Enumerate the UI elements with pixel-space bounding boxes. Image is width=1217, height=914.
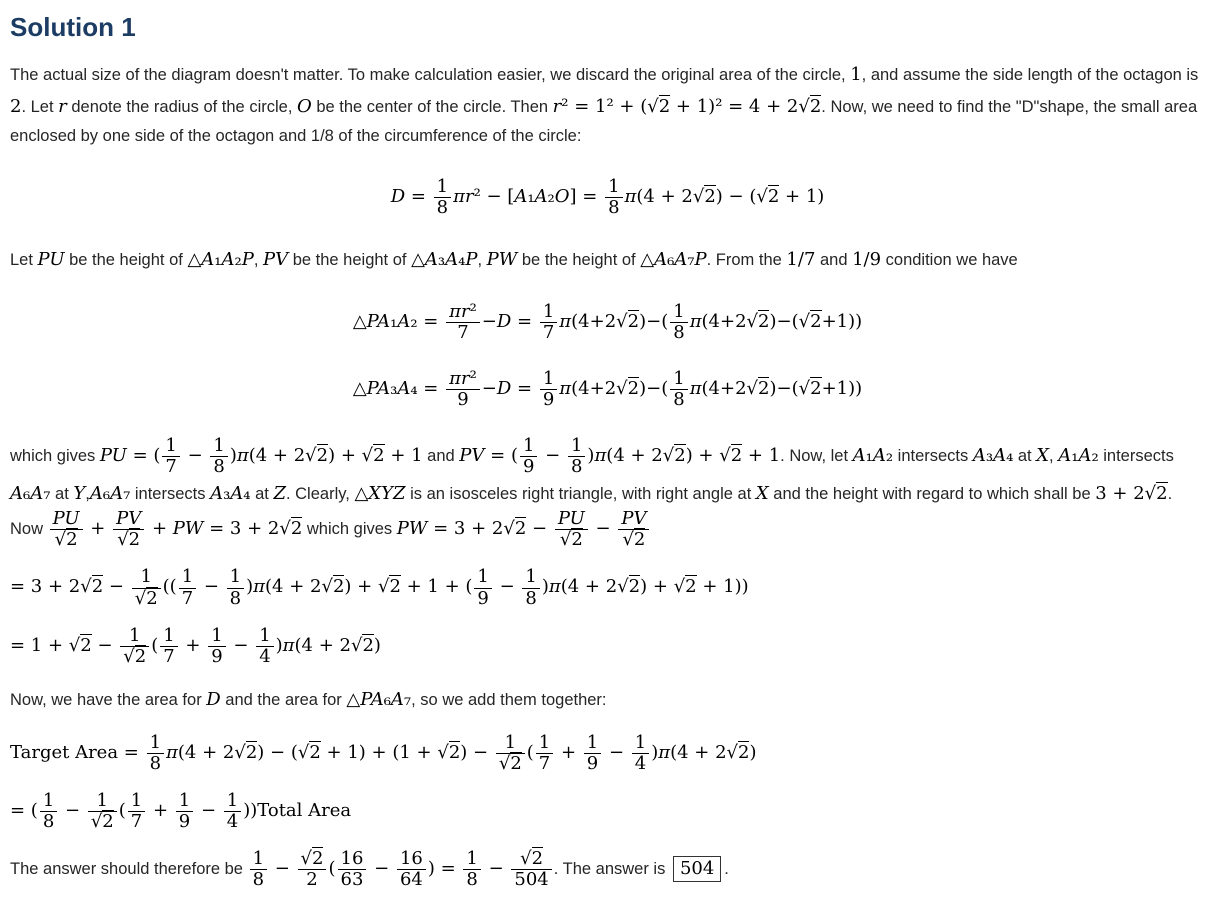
math-run: 1 (850, 64, 862, 85)
fraction: $\frac{16}{64}$ (397, 849, 426, 890)
sqrt-radical: √2 (123, 645, 147, 667)
math-run: = ( $\frac{1}{8}$ − $\frac{1}{√2}$ ( $\frac{1}{7}$ + $\frac{1}{9}$ − $\frac{1}{4}$ ))Total Area (10, 789, 352, 833)
math-run: △PA₁A₂ = $\frac{\text{πr²}}{7}$ −D = $\frac{1}{7}$ π(4+2√2)−( $\frac{1}{8}$ π(4+2√2)−(√2+1)) (352, 300, 863, 343)
fraction: $\frac{16}{63}$ (338, 849, 367, 890)
fraction: $\frac{\text{πr²}}{7}$ (446, 302, 480, 343)
fraction: $\frac{1}{7}$ (536, 733, 553, 774)
fraction: $\frac{√2}{2}$ (298, 849, 327, 890)
sqrt-radical: √2 (617, 576, 641, 598)
text-run: condition we have (881, 251, 1018, 270)
sqrt-radical: √2 (798, 310, 822, 332)
sqrt-radical: √2 (520, 848, 544, 870)
text-run: The answer should therefore be (10, 860, 248, 879)
sqrt-radical: √2 (798, 378, 822, 399)
solution-article (10, 12, 1205, 891)
text-run: . Clearly, (285, 484, 355, 503)
sqrt-radical: √2 (234, 741, 258, 763)
sqrt-radical: √2 (300, 848, 324, 870)
text-run: , (1049, 447, 1059, 466)
fraction: $\frac{1}{9}$ (176, 791, 193, 832)
sqrt-radical: √2 (756, 185, 780, 207)
fraction: $\frac{1}{8}$ (463, 849, 480, 890)
sqrt-radical: √2 (68, 634, 92, 656)
text-run: and (422, 447, 460, 466)
fraction: $\frac{1}{√2}$ (132, 567, 161, 608)
sqrt-radical: √2 (616, 378, 640, 399)
fraction: $\frac{1}{8}$ (670, 369, 687, 410)
text-run: . (724, 860, 729, 879)
solution-content (10, 59, 1205, 891)
math-run: Target Area = $\frac{1}{8}$ π(4 + 2√2) − (√2 + 1) + (1 + √2) − $\frac{1}{√2}$ ( $\frac{1}{7}$ + $\frac{1}{9}$ − $\frac{1}{4}$ )π(4 + 2√2) (10, 731, 757, 774)
text-run: denote the radius of the circle, (66, 97, 297, 116)
equation-line (10, 626, 1205, 667)
math-run: O (296, 95, 312, 117)
math-run: 2 (10, 95, 22, 117)
fraction: $\frac{1}{7}$ (540, 302, 557, 343)
fraction: $\frac{1}{4}$ (632, 733, 649, 774)
text-run: intersects (1098, 447, 1174, 466)
math-run: PV = ( $\frac{1}{9}$ − $\frac{1}{8}$ )π(4 + 2√2) + √2 + 1 (459, 435, 781, 478)
fraction: $\frac{1}{9}$ (520, 436, 537, 477)
math-run: A₃A₄ (972, 445, 1014, 467)
sqrt-radical: √2 (350, 634, 374, 656)
paragraph (10, 849, 1205, 890)
text-run: . Let (21, 97, 59, 116)
math-run: X (1036, 445, 1050, 467)
sqrt-radical: √2 (297, 741, 321, 763)
fraction: $\frac{1}{√2}$ (496, 733, 525, 774)
math-run: $\frac{1}{8}$ − $\frac{√2}{2}$ ( $\frac{16}{63}$ − $\frac{16}{64}$ ) = $\frac{1}{8}$ − $\frac{√2}{504}$ (248, 858, 554, 879)
text-run: . From the (706, 251, 787, 270)
fraction: $\frac{1}{8}$ (434, 177, 451, 218)
math-run: D = $\frac{1}{8}$ πr² − [A₁A₂O] = $\frac{1}{8}$ π(4 + 2√2) − (√2 + 1) (390, 175, 825, 219)
sqrt-radical: √2 (726, 741, 750, 763)
fraction: $\frac{1}{8}$ (250, 849, 267, 890)
fraction: $\frac{1}{8}$ (670, 302, 687, 343)
text-run: be the center of the circle. Then (311, 97, 553, 116)
text-run: Let (10, 251, 38, 270)
fraction: $\frac{\text{πr²}}{9}$ (446, 369, 480, 410)
fraction: $\frac{1}{7}$ (160, 626, 177, 667)
text-run: which gives (302, 520, 397, 539)
math-run: PU (37, 249, 65, 271)
sqrt-radical: √2 (279, 518, 303, 540)
solution-heading: Solution 1 (10, 12, 136, 42)
equation-line (10, 567, 1205, 608)
fraction: $\frac{1}{4}$ (224, 791, 241, 832)
math-run: △XYZ (354, 482, 406, 504)
text-run: , (253, 251, 264, 270)
sqrt-radical: √2 (377, 576, 401, 598)
sqrt-radical: √2 (305, 445, 329, 467)
math-run: r (58, 95, 67, 117)
sqrt-radical: √2 (437, 741, 461, 763)
sqrt-radical: √2 (117, 529, 141, 551)
sqrt-radical: √2 (798, 95, 822, 117)
text-run: intersects (893, 447, 973, 466)
paragraph (10, 684, 1205, 716)
equation-line (10, 733, 1205, 774)
fraction: $\frac{1}{8}$ (568, 436, 585, 477)
math-run: D (206, 689, 221, 711)
math-run: A₁A₂ (1058, 445, 1099, 467)
text-run: , and assume the side length of the octagon is (861, 66, 1199, 84)
math-run: △PA₃A₄ = $\frac{\text{πr²}}{9}$ −D = $\frac{1}{9}$ π(4+2√2)−( $\frac{1}{8}$ π(4+2√2)−(√2+1)) (352, 368, 863, 411)
fraction: $\frac{1}{9}$ (474, 567, 491, 608)
paragraph (10, 59, 1205, 151)
fraction: $\frac{PU}{√2}$ (50, 509, 83, 550)
sqrt-radical: √2 (54, 529, 78, 551)
text-run: . Now (10, 484, 1173, 539)
math-run: A₁A₂ (852, 445, 894, 467)
sqrt-radical: √2 (134, 587, 158, 609)
fraction: $\frac{PV}{√2}$ (113, 509, 144, 550)
text-run: is an isosceles right triangle, with right angle at (405, 484, 756, 503)
math-run: X (755, 482, 769, 504)
math-run: PV (263, 249, 289, 271)
sqrt-radical: √2 (647, 95, 671, 117)
sqrt-radical: √2 (746, 378, 770, 399)
fraction: $\frac{1}{9}$ (584, 733, 601, 774)
fraction: $\frac{√2}{504}$ (511, 849, 551, 890)
display-equation (10, 302, 1205, 343)
text-run: at (250, 484, 274, 503)
math-run: PW = 3 + 2√2 − $\frac{PU}{√2}$ − $\frac{PV}{√2}$ (397, 518, 652, 539)
math-run: △A₁A₂P (187, 249, 254, 271)
math-run: A₆A₇ (10, 482, 51, 504)
display-equation (10, 369, 1205, 410)
roman-text: Total Area (257, 799, 352, 821)
text-run: be the height of (517, 251, 641, 270)
sqrt-radical: √2 (503, 518, 527, 540)
sqrt-radical: √2 (80, 576, 104, 598)
text-run: which gives (10, 447, 100, 466)
text-run: at (50, 484, 74, 503)
math-run: 1/7 (786, 249, 816, 271)
sqrt-radical: √2 (719, 445, 743, 467)
equation-line (10, 791, 1205, 832)
math-run: Y (73, 482, 86, 504)
math-run: PW (486, 249, 518, 271)
math-run: 3 + 2√2 (1095, 482, 1168, 504)
text-run: , so we add them together: (411, 691, 607, 710)
fraction: $\frac{1}{√2}$ (120, 626, 149, 667)
text-run: Now, we have the area for (10, 691, 207, 710)
fraction: $\frac{1}{8}$ (210, 436, 227, 477)
math-run: r² = 1² + (√2 + 1)² = 4 + 2√2 (552, 95, 822, 117)
sqrt-radical: √2 (321, 576, 345, 598)
fraction: $\frac{1}{8}$ (147, 733, 164, 774)
math-run: A₃A₄ (210, 482, 251, 504)
text-run: be the height of (64, 251, 188, 270)
math-run: = 3 + 2√2 − $\frac{1}{√2}$ (( $\frac{1}{7}$ − $\frac{1}{8}$ )π(4 + 2√2) + √2 + 1 + ( $\frac{1}{9}$ − $\frac{1}{8}$ )π(4 + 2√2) + √2 + 1)) (10, 566, 749, 609)
text-run: . The answer is (553, 860, 670, 879)
text-run: and (815, 251, 853, 270)
text-run: , (85, 484, 90, 503)
math-run: = 1 + √2 − $\frac{1}{√2}$ ( $\frac{1}{7}$ + $\frac{1}{9}$ − $\frac{1}{4}$ )π(4 + 2√2) (10, 624, 381, 667)
fraction: $\frac{1}{√2}$ (88, 791, 117, 832)
sqrt-radical: √2 (673, 576, 697, 598)
text-run: , (477, 251, 487, 270)
fraction: $\frac{1}{4}$ (256, 626, 273, 667)
fraction: $\frac{1}{9}$ (540, 369, 557, 410)
display-equation (10, 177, 1205, 218)
math-run: A₆A₇ (89, 482, 131, 504)
math-run: Z (273, 482, 286, 504)
math-run: △A₃A₄P (411, 249, 478, 271)
sqrt-radical: √2 (361, 445, 385, 467)
math-run: △PA₆A₇ (346, 689, 412, 711)
text-run: intersects (130, 484, 211, 503)
fraction: $\frac{1}{8}$ (227, 567, 244, 608)
sqrt-radical: √2 (622, 529, 646, 551)
math-run: 1/9 (852, 249, 882, 271)
sqrt-radical: √2 (616, 310, 640, 332)
sqrt-radical: √2 (90, 811, 114, 833)
paragraph (10, 244, 1205, 276)
text-run: be the height of (288, 251, 412, 270)
sqrt-radical: √2 (746, 310, 770, 332)
math-run: △A₆A₇P (640, 249, 707, 271)
text-run: and the area for (220, 691, 347, 710)
fraction: $\frac{1}{8}$ (522, 567, 539, 608)
sqrt-radical: √2 (498, 752, 522, 774)
fraction: $\frac{1}{7}$ (162, 436, 179, 477)
fraction: $\frac{1}{8}$ (40, 791, 57, 832)
fraction: $\frac{1}{7}$ (128, 791, 145, 832)
text-run: . Now, we need to find the "D"shape, the small area enclosed by one side of the octagon and 1/8 of the circumference of the circle: (10, 97, 1198, 145)
sqrt-radical: √2 (662, 445, 686, 467)
text-run: . Now, let (780, 447, 853, 466)
fraction: $\frac{PU}{√2}$ (555, 509, 588, 550)
answer-box: 504 (673, 856, 721, 882)
text-run: at (1013, 447, 1037, 466)
sqrt-radical: √2 (559, 529, 583, 551)
text-run: and the height with regard to which shall be (768, 484, 1096, 503)
paragraph (10, 436, 1205, 550)
text-run: The actual size of the diagram doesn't matter. To make calculation easier, we discard the original area of the circle, (10, 66, 851, 84)
sqrt-radical: √2 (1144, 482, 1168, 504)
math-run: PU = ( $\frac{1}{7}$ − $\frac{1}{8}$ )π(4 + 2√2) + √2 + 1 (99, 435, 423, 478)
fraction: $\frac{PV}{√2}$ (618, 509, 649, 550)
fraction: $\frac{1}{9}$ (208, 626, 225, 667)
fraction: $\frac{1}{8}$ (605, 177, 622, 218)
math-run: $\frac{PU}{√2}$ + $\frac{PV}{√2}$ + PW = 3 + 2√2 (48, 518, 303, 539)
fraction: $\frac{1}{7}$ (179, 567, 196, 608)
sqrt-radical: √2 (692, 185, 716, 207)
roman-text: Target Area (10, 741, 119, 763)
